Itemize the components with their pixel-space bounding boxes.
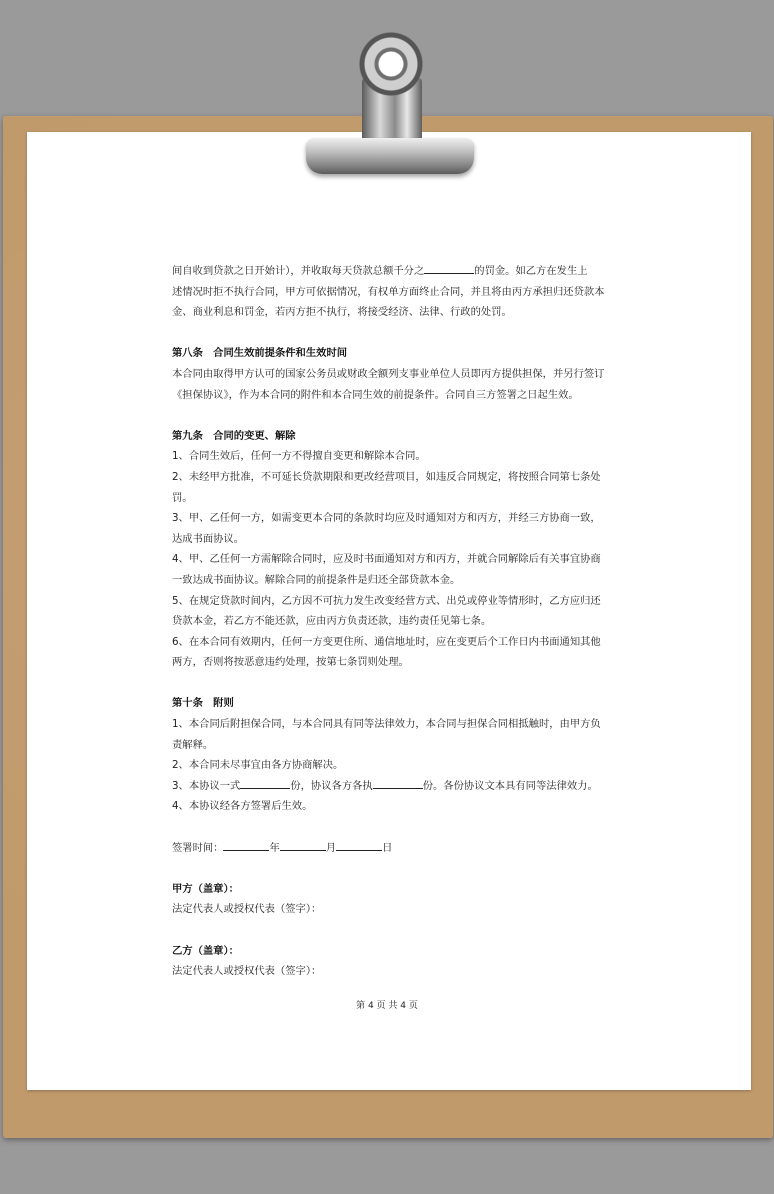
party-b-label: 乙方（盖章）： (172, 944, 239, 957)
clip-ring-icon (355, 28, 427, 100)
spacer (172, 405, 607, 426)
blank-field (424, 262, 474, 274)
spacer (172, 323, 607, 344)
list-item: 2、未经甲方批准，不可延长贷款期限和更改经营项目，如违反合同规定，将按照合同第七条处 (172, 470, 601, 483)
blank-field (373, 777, 423, 789)
list-item: 4、本协议经各方签署后生效。 (172, 800, 313, 813)
paragraph: 《担保协议》，作为本合同的附件和本合同生效的前提条件。合同自三方签署之日起生效。 (172, 388, 579, 401)
spacer (172, 673, 607, 694)
contract-text (172, 261, 607, 982)
party-a-representative: 法定代表人或授权代表（签字）： (172, 903, 322, 916)
blank-field (280, 839, 326, 851)
blank-field (223, 839, 269, 851)
list-item: 4、甲、乙任何一方需解除合同时，应及时书面通知对方和丙方，并就合同解除后有关事宜协商 (172, 553, 601, 566)
section-heading-9: 第九条 合同的变更、解除 (172, 429, 296, 442)
list-item: 一致达成书面协议。解除合同的前提条件是归还全部贷款本金。 (172, 573, 461, 586)
section-heading-8: 第八条 合同生效前提条件和生效时间 (172, 347, 348, 360)
spacer (172, 858, 607, 879)
party-b-representative: 法定代表人或授权代表（签字）： (172, 965, 322, 978)
list-item: 3、甲、乙任何一方，如需变更本合同的条款时均应及时通知对方和丙方，并经三方协商一致， (172, 512, 601, 525)
list-item: 1、本合同后附担保合同，与本合同具有同等法律效力，本合同与担保合同相抵触时，由甲方负 (172, 718, 601, 731)
list-item: 两方，否则将按恶意违约处理，按第七条罚则处理。 (172, 656, 409, 669)
spacer (172, 920, 607, 941)
list-item: 2、本合同未尽事宜由各方协商解决。 (172, 759, 344, 772)
signing-date: 签署时间： 年 月 日 (172, 838, 607, 859)
list-item: 罚。 (172, 491, 193, 504)
paragraph: 金、商业利息和罚金，若丙方拒不执行，将接受经济、法律、行政的处罚。 (172, 306, 512, 319)
page-number: 第 4 页 共 4 页 (356, 1001, 418, 1011)
paragraph: 述情况时拒不执行合同，甲方可依据情况，有权单方面终止合同，并且将由丙方承担归还贷款本 (172, 285, 605, 298)
blank-field (336, 839, 382, 851)
section-heading-10: 第十条 附则 (172, 697, 234, 710)
list-item: 6、在本合同有效期内，任何一方变更住所、通信地址时，应在变更后个工作日内书面通知其他 (172, 635, 601, 648)
list-item: 贷款本金，若乙方不能还款，应由丙方负责还款，违约责任见第七条。 (172, 615, 492, 628)
blank-field (240, 777, 290, 789)
spacer (172, 817, 607, 838)
list-item: 3、本协议一式 份，协议各方各执 份。各份协议文本具有同等法律效力。 (172, 776, 607, 797)
paragraph: 本合同由取得甲方认可的国家公务员或财政全额列支事业单位人员即丙方提供担保，并另行签订 (172, 367, 605, 380)
paragraph: 间自收到贷款之日开始计），并收取每天贷款总额千分之 的罚金。如乙方在发生上 (172, 261, 607, 282)
list-item: 达成书面协议。 (172, 532, 245, 545)
binder-clip-icon (306, 138, 474, 174)
list-item: 1、合同生效后，任何一方不得擅自变更和解除本合同。 (172, 450, 426, 463)
list-item: 5、在规定贷款时间内，乙方因不可抗力发生改变经营方式、出兑或停业等情形时，乙方应归还 (172, 594, 601, 607)
list-item: 责解释。 (172, 738, 214, 751)
party-a-label: 甲方（盖章）： (172, 882, 239, 895)
